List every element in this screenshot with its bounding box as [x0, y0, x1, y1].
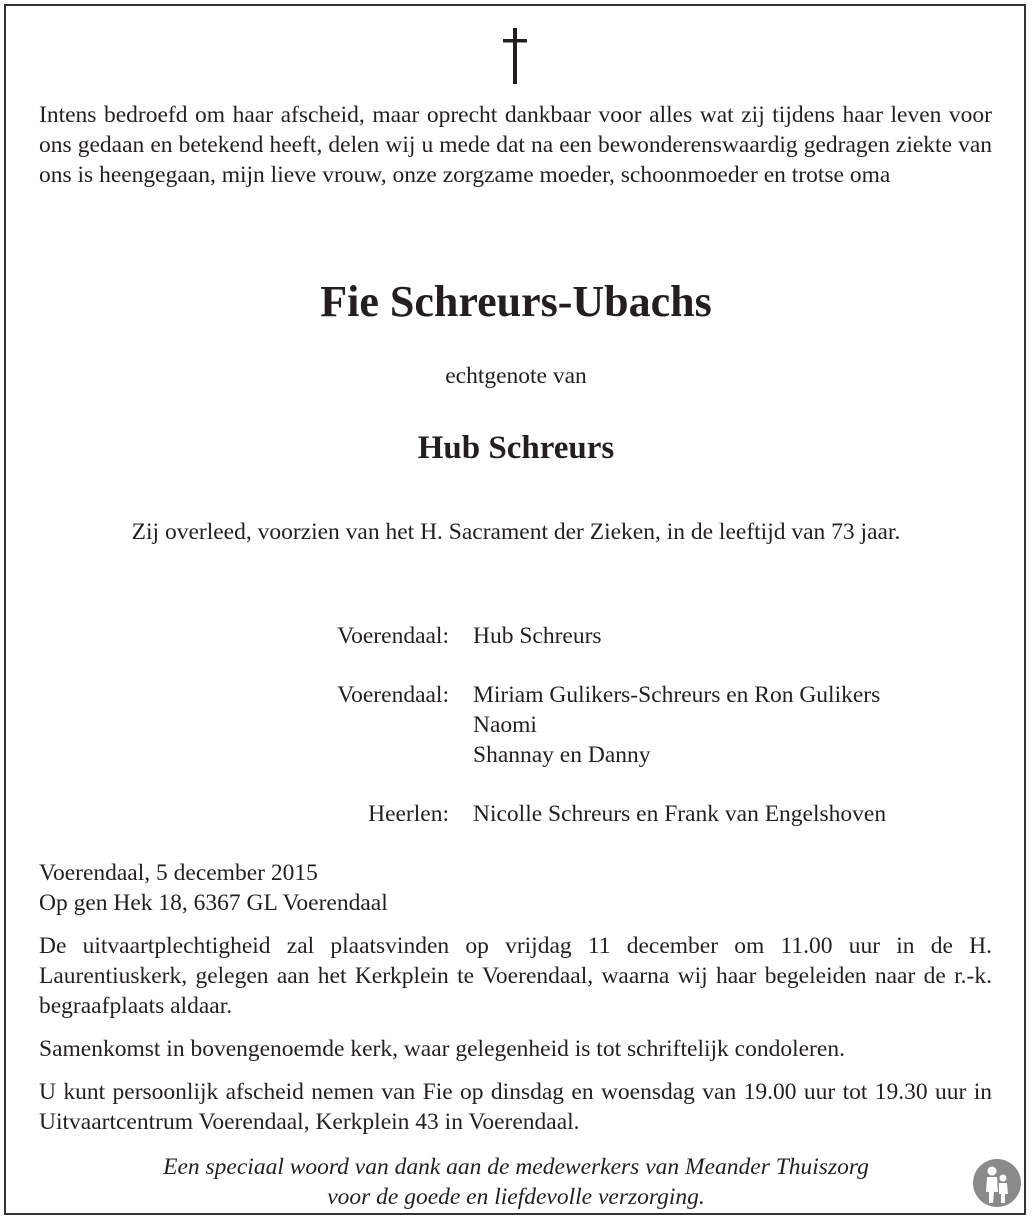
family-member: Miriam Gulikers-Schreurs en Ron Gulikers — [473, 682, 881, 708]
family-row — [0, 680, 1032, 770]
gathering-info: Samenkomst in bovengenoemde kerk, waar gelegenheid is tot schriftelijk condoleren. — [39, 1036, 845, 1062]
thanks-line: voor de goede en liefdevolle verzorging. — [327, 1184, 705, 1210]
family-member: Hub Schreurs — [473, 623, 602, 649]
family-place: Voerendaal: — [337, 623, 449, 649]
family-member: Shannay en Danny — [473, 742, 651, 768]
thanks-line: Een speciaal woord van dank aan de medewerkers van Meander Thuiszorg — [163, 1154, 869, 1180]
place-date: Voerendaal, 5 december 2015 — [39, 860, 318, 886]
intro-text: Intens bedroefd om haar afscheid, maar oprecht dankbaar voor alles wat zij tijdens haar leven voor ons gedaan en betekend heeft, delen wij u mede dat na een bewonderenswaardig gedragen ziekte van ons is heengegaan, mijn lieve vrouw, onze zorgzame moeder, schoonmoeder en trotse oma — [39, 102, 992, 188]
farewell-info: U kunt persoonlijk afscheid nemen van Fie op dinsdag en woensdag van 19.00 uur tot 19.30 uur in Uitvaartcentrum Voerendaal, Kerkplein 43 in Voerendaal. — [39, 1079, 992, 1135]
family-names — [473, 621, 602, 651]
family-member: Naomi — [473, 712, 537, 738]
spouse-name: Hub Schreurs — [417, 430, 615, 466]
family-row — [0, 799, 1032, 829]
family-row — [0, 621, 1032, 651]
family-names — [473, 680, 880, 770]
care-organisation-logo-icon — [972, 1158, 1022, 1208]
address: Op gen Hek 18, 6367 GL Voerendaal — [39, 890, 388, 916]
family-names — [473, 799, 886, 829]
family-member: Nicolle Schreurs en Frank van Engelshoven — [473, 801, 887, 827]
age-line: Zij overleed, voorzien van het H. Sacrament der Zieken, in de leeftijd van 73 jaar. — [131, 519, 901, 545]
funeral-info: De uitvaartplechtigheid zal plaatsvinden op vrijdag 11 december om 11.00 uur in de H. Laurentiuskerk, gelegen aan het Kerkplein te Voerendaal, waarna wij haar begeleiden naar de r.-k. begraafplaats aldaar. — [39, 933, 992, 1019]
details-block — [39, 858, 992, 1137]
family-list — [0, 621, 1032, 829]
spouse-of-label: echtgenote van — [445, 363, 587, 389]
family-place: Heerlen: — [368, 801, 449, 827]
deceased-name: Fie Schreurs-Ubachs — [320, 277, 712, 326]
thanks-note — [0, 1152, 1032, 1212]
family-place: Voerendaal: — [337, 682, 449, 708]
cross-icon — [500, 28, 530, 84]
